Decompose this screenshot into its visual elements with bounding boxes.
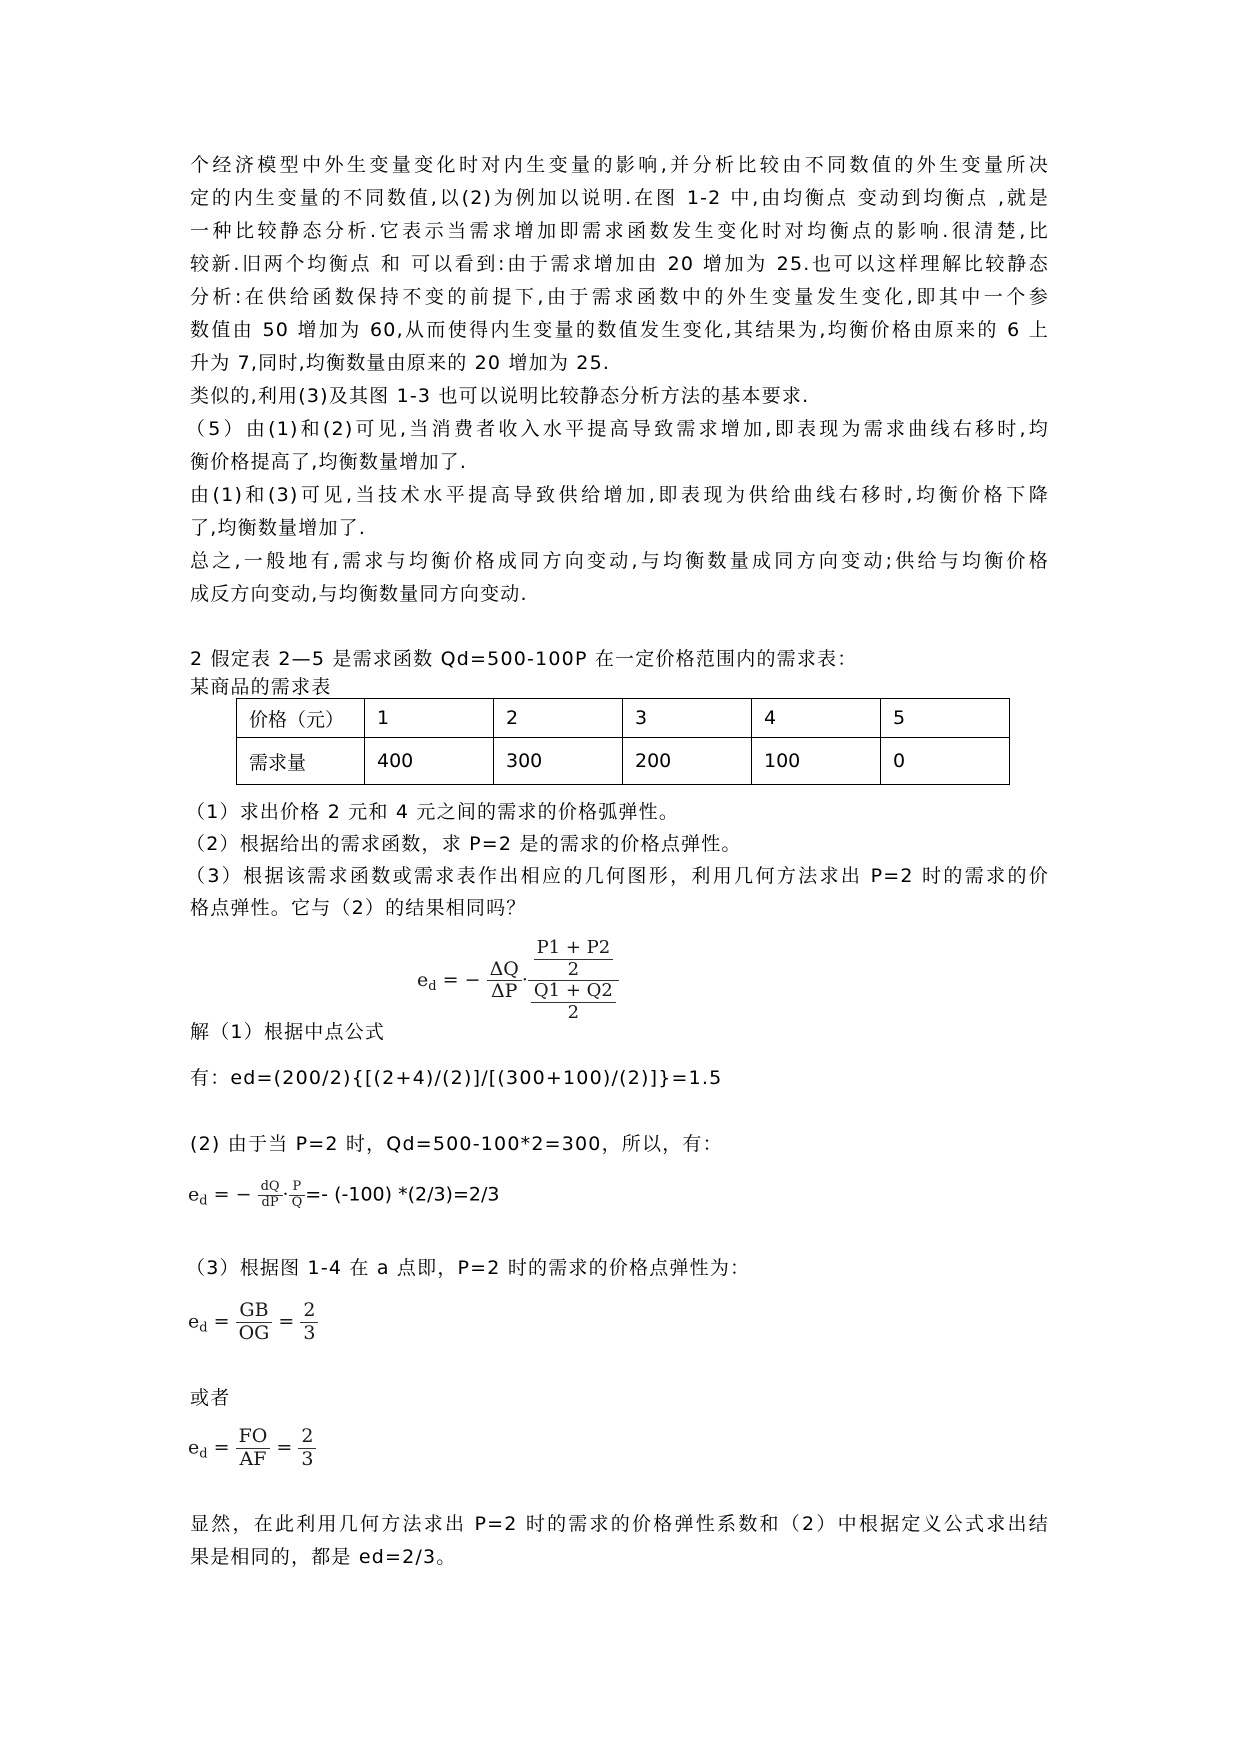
formula-denominator: Q — [291, 1194, 303, 1210]
solution-label: 解（1）根据中点公式 — [190, 1021, 386, 1043]
formula-fraction — [236, 1300, 273, 1345]
formula-denominator: OG — [238, 1321, 270, 1344]
formula-fraction — [258, 1180, 283, 1211]
formula-numerator — [528, 938, 619, 981]
formula-numerator: 2 — [300, 1300, 318, 1323]
paragraph-line: 较新.旧两个均衡点 和 可以看到:由于需求增加由 20 增加为 25.也可以这样理解比较静态 — [190, 253, 1049, 275]
formula-dot: · — [282, 1183, 289, 1206]
table-cell: 300 — [494, 738, 623, 785]
formula-denominator: 3 — [303, 1321, 316, 1344]
conclusion-line: 果是相同的，都是 ed=2/3。 — [190, 1546, 457, 1568]
paragraph-line: 定的内生变量的不同数值,以(2)为例加以说明.在图 1-2 中,由均衡点 变动到均衡点 ,就是 — [190, 187, 1049, 209]
or-label: 或者 — [190, 1387, 231, 1409]
geometric-formula-1 — [188, 1300, 318, 1345]
formula-numerator: Q1 + Q2 — [531, 981, 616, 1003]
paragraph-line: 衡价格提高了,均衡数量增加了. — [190, 451, 468, 473]
table-cell: 需求量 — [237, 738, 365, 785]
question-part: （2）根据给出的需求函数，求 P=2 是的需求的价格点弹性。 — [186, 833, 742, 855]
paragraph-line: 分析:在供给函数保持不变的前提下,由于需求函数中的外生变量发生变化,即其中一个参 — [190, 286, 1049, 308]
table-cell: 0 — [881, 738, 1010, 785]
question-intro: 2 假定表 2—5 是需求函数 Qd=500-100P 在一定价格范围内的需求表： — [190, 648, 858, 670]
question-part: （3）根据该需求函数或需求表作出相应的几何图形，利用几何方法求出 P=2 时的需求的价 — [186, 865, 1049, 887]
table-cell: 200 — [623, 738, 752, 785]
table-title: 某商品的需求表 — [190, 676, 332, 698]
midpoint-formula — [417, 938, 619, 1024]
formula-sign: = − — [442, 968, 481, 991]
formula-denominator: AF — [239, 1447, 267, 1470]
formula-denominator — [528, 981, 619, 1023]
demand-table — [236, 698, 1010, 785]
formula-symbol: e — [417, 968, 429, 991]
table-cell: 400 — [365, 738, 494, 785]
paragraph-line: 升为 7,同时,均衡数量由原来的 20 增加为 25. — [190, 352, 611, 374]
table-cell: 3 — [623, 699, 752, 738]
formula-sign: = — [278, 1310, 295, 1333]
formula-subscript: d — [428, 978, 437, 994]
formula-symbol: e — [188, 1436, 200, 1459]
formula-denominator: ΔP — [490, 980, 518, 1003]
table-row — [237, 699, 1010, 738]
formula-numerator: ΔQ — [487, 959, 522, 982]
formula-fraction — [534, 938, 614, 980]
formula-numerator: P — [289, 1180, 306, 1196]
formula-fraction — [487, 959, 522, 1004]
table-row — [237, 738, 1010, 785]
formula-numerator: GB — [236, 1300, 273, 1323]
formula-fraction — [298, 1426, 316, 1471]
formula-numerator: dQ — [258, 1180, 283, 1196]
paragraph-line: 一种比较静态分析.它表示当需求增加即需求函数发生变化时对均衡点的影响.很清楚,比 — [190, 220, 1049, 242]
table-cell: 5 — [881, 699, 1010, 738]
formula-subscript: d — [199, 1320, 208, 1336]
paragraph-line: 类似的,利用(3)及其图 1-3 也可以说明比较静态分析方法的基本要求. — [190, 385, 810, 407]
formula-symbol: e — [188, 1183, 200, 1206]
formula-fraction — [289, 1180, 306, 1211]
formula-subscript: d — [199, 1446, 208, 1462]
formula-fraction — [300, 1300, 318, 1345]
formula-sign: = — [213, 1310, 230, 1333]
formula-dot: · — [521, 968, 528, 991]
table-cell: 1 — [365, 699, 494, 738]
formula-denominator: dP — [261, 1194, 279, 1210]
point-elasticity-formula — [188, 1180, 499, 1211]
conclusion-line: 显然，在此利用几何方法求出 P=2 时的需求的价格弹性系数和（2）中根据定义公式求出结 — [190, 1513, 1049, 1535]
table-cell: 2 — [494, 699, 623, 738]
paragraph-line: （5）由(1)和(2)可见,当消费者收入水平提高导致需求增加,即表现为需求曲线右移时,均 — [186, 418, 1049, 440]
formula-sign: = — [276, 1436, 293, 1459]
formula-fraction — [236, 1426, 271, 1471]
formula-sign: = − — [213, 1183, 252, 1206]
formula-numerator: P1 + P2 — [534, 938, 614, 960]
formula-compound-fraction — [528, 938, 619, 1024]
question-part: （1）求出价格 2 元和 4 元之间的需求的价格弧弹性。 — [186, 801, 680, 823]
geometric-formula-2 — [188, 1426, 316, 1471]
table-cell: 4 — [752, 699, 881, 738]
paragraph-line: 数值由 50 增加为 60,从而使得内生变量的数值发生变化,其结果为,均衡价格由原来的 6 上 — [190, 319, 1049, 341]
paragraph-line: 个经济模型中外生变量变化时对内生变量的影响,并分析比较由不同数值的外生变量所决 — [190, 154, 1049, 176]
formula-denominator: 2 — [567, 958, 580, 980]
arc-elasticity-result: 有：ed=(200/2){[(2+4)/(2)]/[(300+100)/(2)]}=1.5 — [190, 1067, 723, 1089]
formula-denominator: 3 — [301, 1447, 314, 1470]
formula-fraction — [531, 981, 616, 1023]
formula-sign: = — [213, 1436, 230, 1459]
paragraph-line: 成反方向变动,与均衡数量同方向变动. — [190, 583, 528, 605]
formula-numerator: FO — [236, 1426, 271, 1449]
formula-subscript: d — [199, 1193, 208, 1209]
table-cell: 100 — [752, 738, 881, 785]
formula-result: =- (-100) *(2/3)=2/3 — [305, 1183, 500, 1206]
part2-line: (2) 由于当 P=2 时，Qd=500-100*2=300，所以，有： — [190, 1133, 723, 1155]
paragraph-line: 总之,一般地有,需求与均衡价格成同方向变动,与均衡数量成同方向变动;供给与均衡价格 — [190, 550, 1049, 572]
question-part: 格点弹性。它与（2）的结果相同吗？ — [190, 897, 527, 919]
paragraph-line: 了,均衡数量增加了. — [190, 517, 367, 539]
table-cell: 价格（元） — [237, 699, 365, 738]
formula-numerator: 2 — [298, 1426, 316, 1449]
paragraph-line: 由(1)和(3)可见,当技术水平提高导致供给增加,即表现为供给曲线右移时,均衡价格下降 — [190, 484, 1049, 506]
formula-symbol: e — [188, 1310, 200, 1333]
part3-line: （3）根据图 1-4 在 a 点即，P=2 时的需求的价格点弹性为： — [186, 1257, 751, 1279]
formula-denominator: 2 — [567, 1002, 580, 1024]
